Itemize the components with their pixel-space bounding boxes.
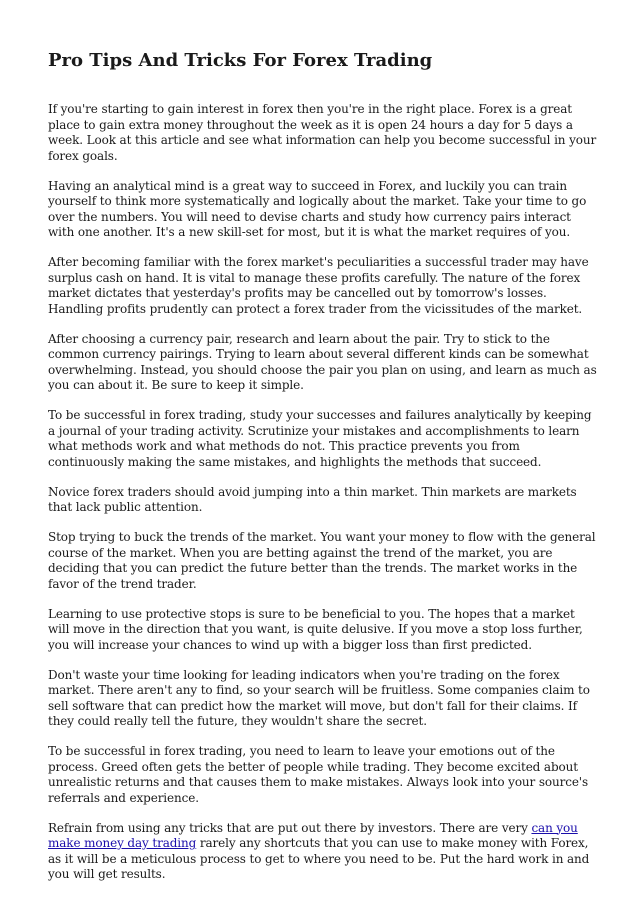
paragraph-7: Stop trying to buck the trends of the market. You want your money to flow with the general course of the market. When you are betting against the trend of the market, you are deciding that you can predict the future better than the trends. The market works in the favor of the trend trader. — [48, 530, 596, 591]
paragraph-9: Don't waste your time looking for leading indicators when you're trading on the forex market. There aren't any to find, so your search will be fruitless. Some companies claim to sell software that can predict how the market will move, but don't fall for their claims. If they could really tell the future, they wouldn't share the secret. — [48, 667, 590, 728]
paragraph-1: If you're starting to gain interest in forex then you're in the right place. Forex is a great place to gain extra money throughout the week as it is open 24 hours a day for 5 days a week. Look at this article and see what information can help you become successful in your forex goals. — [48, 102, 597, 163]
paragraph-3: After becoming familiar with the forex market's peculiarities a successful trader may have surplus cash on hand. It is vital to manage these profits carefully. The nature of the forex market dictates that yesterday's profits may be cancelled out by tomorrow's losses. Handling profits prudently can protect a forex trader from the vicissitudes of the market. — [48, 255, 589, 316]
day-trading-link[interactable]: can you make money day trading — [48, 820, 578, 850]
paragraph-11 — [48, 821, 598, 883]
document-page — [48, 50, 598, 897]
paragraph-11-text-before-link: Refrain from using any tricks that are put out there by investors. There are very — [48, 820, 532, 835]
paragraph-11-text-after-link: rarely any shortcuts that you can use to make money with Forex, as it will be a meticulous process to get to where you need to be. Put the hard work in and you will get results. — [48, 836, 590, 881]
paragraph-2: Having an analytical mind is a great way to succeed in Forex, and luckily you can train yourself to think more systematically and logically about the market. Take your time to go over the numbers. You will need to devise charts and study how currency pairs interact with one another. It's a new skill-set for most, but it is what the market requires of you. — [48, 178, 587, 239]
paragraph-6: Novice forex traders should avoid jumping into a thin market. Thin markets are markets that lack public attention. — [48, 484, 577, 514]
document-title: Pro Tips And Tricks For Forex Trading — [48, 50, 433, 71]
paragraph-8: Learning to use protective stops is sure to be beneficial to you. The hopes that a market will move in the direction that you want, is quite delusive. If you move a stop loss further, you will increase your chances to wind up with a bigger loss than first predicted. — [48, 606, 583, 652]
paragraph-4: After choosing a currency pair, research and learn about the pair. Try to stick to the common currency pairings. Trying to learn about several different kinds can be somewhat overwhelming. Instead, you should choose the pair you plan on using, and learn as much as you can about it. Be sure to keep it simple. — [48, 331, 597, 392]
paragraph-5: To be successful in forex trading, study your successes and failures analytically by keeping a journal of your trading activity. Scrutinize your mistakes and accomplishments to learn what methods work and what methods do not. This practice prevents you from continuously making the same mistakes, and highlights the methods that succeed. — [48, 408, 592, 469]
paragraph-10: To be successful in forex trading, you need to learn to leave your emotions out of the process. Greed often gets the better of people while trading. They become excited about unrealistic returns and that causes them to make mistakes. Always look into your source's referrals and experience. — [48, 744, 589, 805]
